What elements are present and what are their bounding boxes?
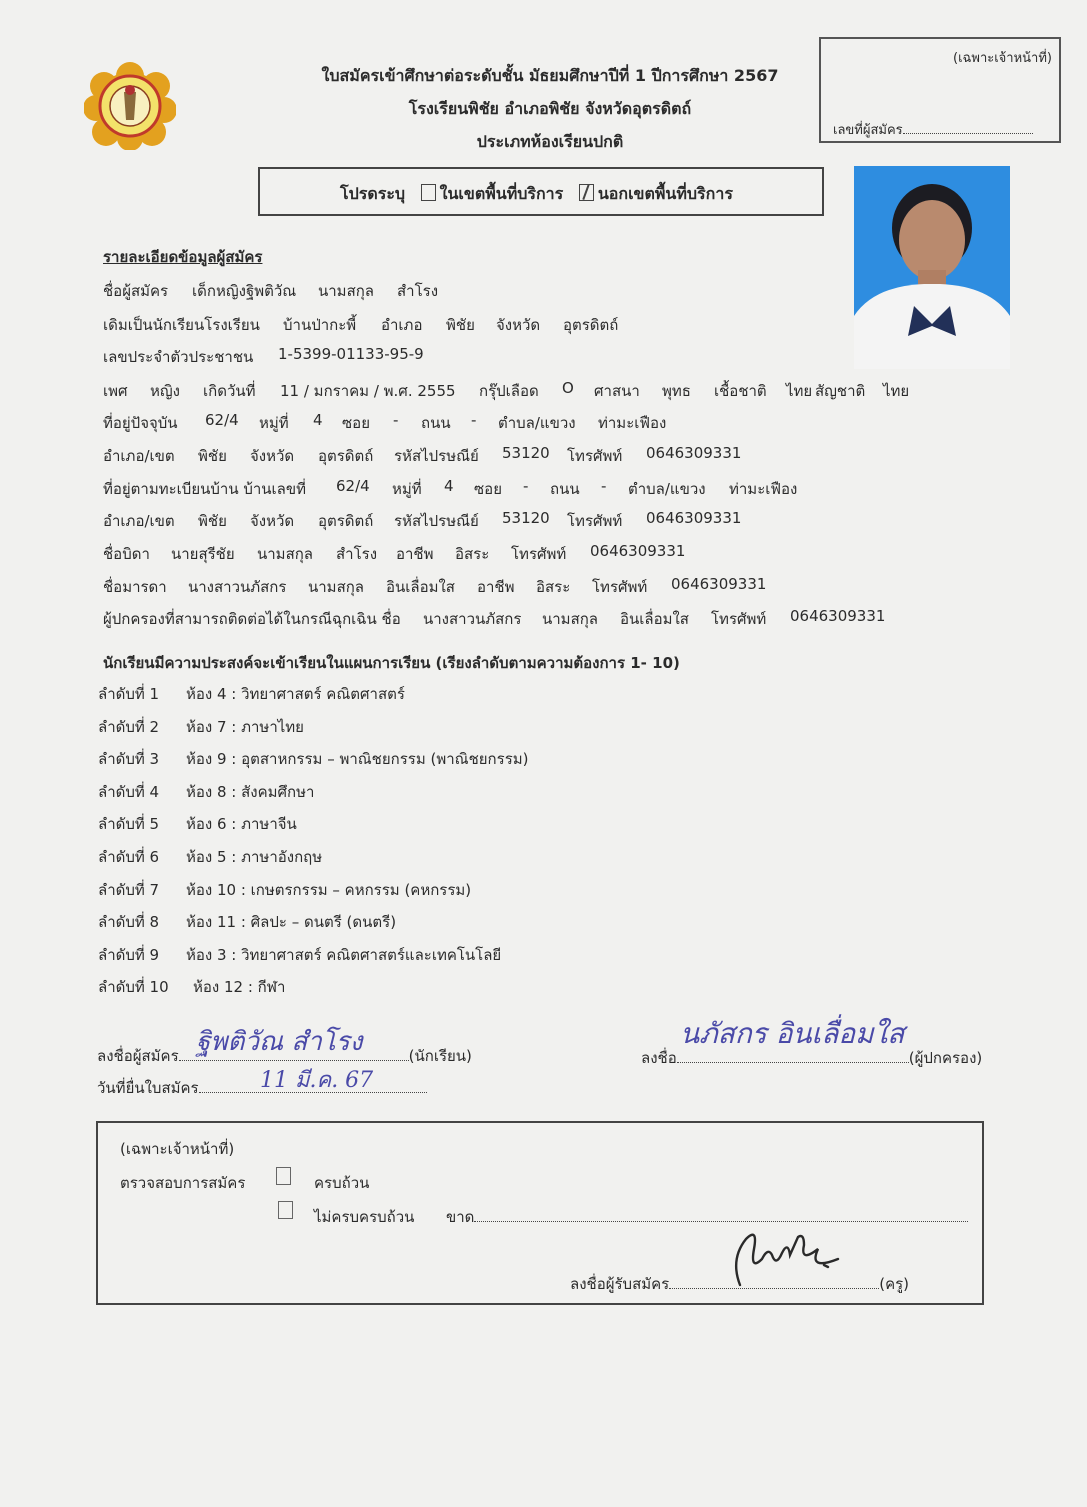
tambon: ท่ามะเฟือง	[598, 414, 667, 432]
citizen-id: 1-5399-01133-95-9	[278, 345, 424, 363]
phone: 0646309331	[646, 444, 742, 462]
applicant-no-label: เลขที่ผู้สมัคร	[833, 123, 903, 138]
plan-room: ห้อง 7 : ภาษาไทย	[186, 717, 304, 736]
guardian-label: ผู้ปกครองที่สามารถติดต่อได้ในกรณีฉุกเฉิน ชื่อ	[103, 610, 401, 628]
date-handwriting: 11 มี.ค. 67	[260, 1068, 374, 1093]
road-label: ถนน	[421, 414, 451, 432]
missing-field	[446, 1205, 968, 1229]
mother-surname-label: นามสกุล	[308, 578, 364, 596]
complete-label: ครบถ้วน	[314, 1174, 370, 1192]
prev-school: บ้านป่ากะพี้	[283, 316, 357, 334]
details-section-title: รายละเอียดข้อมูลผู้สมัคร	[103, 248, 263, 266]
prev-province: อุตรดิตถ์	[563, 316, 619, 334]
service-area-box	[258, 167, 824, 216]
school-name: โรงเรียนพิชัย อำเภอพิชัย จังหวัดอุตรดิตถ์	[408, 99, 692, 118]
province-label: จังหวัด	[250, 447, 295, 465]
reg-tambon: ท่ามะเฟือง	[729, 480, 798, 498]
prev-province-label: จังหวัด	[496, 316, 541, 334]
guardian-name: นางสาวนภัสกร	[423, 610, 522, 628]
guardian-sign-suffix: (ผู้ปกครอง)	[908, 1049, 983, 1067]
reg-addr-label: ที่อยู่ตามทะเบียนบ้าน บ้านเลขที่	[103, 480, 306, 498]
prev-amphoe-label: อำเภอ	[381, 316, 423, 334]
mother-surname: อินเลื่อมใส	[386, 578, 455, 596]
religion-label: ศาสนา	[594, 382, 640, 400]
reg-soi-value: -	[523, 477, 529, 495]
father-phone-label: โทรศัพท์	[511, 545, 567, 563]
mother-phone-label: โทรศัพท์	[592, 578, 648, 596]
guardian-surname: อินเลื่อมใส	[620, 610, 689, 628]
plan-room: ห้อง 6 : ภาษาจีน	[186, 815, 297, 834]
dob-label: เกิดวันที่	[203, 382, 256, 400]
religion: พุทธ	[662, 382, 691, 400]
guardian-sign-label: ลงชื่อ	[641, 1049, 677, 1067]
name-label: ชื่อผู้สมัคร	[103, 282, 169, 300]
applicant-surname: สำโรง	[397, 282, 439, 300]
reg-phone-label: โทรศัพท์	[567, 512, 623, 530]
race-label: เชื้อชาติ	[714, 382, 767, 400]
sex: หญิง	[150, 382, 180, 400]
reg-road-value: -	[601, 477, 607, 495]
father-job: อิสระ	[455, 545, 490, 563]
office-use-box	[819, 37, 1061, 143]
prev-school-label: เดิมเป็นนักเรียนโรงเรียน	[103, 316, 260, 334]
mother-label: ชื่อมารดา	[103, 578, 167, 596]
surname-label: นามสกุล	[318, 282, 374, 300]
class-type: ประเภทห้องเรียนปกติ	[476, 132, 624, 151]
reg-province: อุตรดิตถ์	[318, 512, 374, 530]
father-phone: 0646309331	[590, 542, 686, 560]
plan-rank: ลำดับที่ 3	[98, 750, 160, 769]
amphoe: พิชัย	[198, 447, 227, 465]
mother-name: นางสาวนภัสกร	[188, 578, 287, 596]
plan-room: ห้อง 11 : ศิลปะ – ดนตรี (ดนตรี)	[186, 913, 397, 932]
mother-phone: 0646309331	[671, 575, 767, 593]
plan-room: ห้อง 3 : วิทยาศาสตร์ คณิตศาสตร์และเทคโนโลยี	[186, 945, 502, 964]
zip: 53120	[502, 444, 550, 462]
reg-tambon-label: ตำบล/แขวง	[628, 480, 706, 498]
soi-label: ซอย	[342, 414, 370, 432]
father-name: นายสุรีชัย	[171, 545, 235, 563]
province: อุตรดิตถ์	[318, 447, 374, 465]
zip-label: รหัสไปรษณีย์	[394, 447, 479, 465]
blood-type: O	[562, 379, 574, 397]
phone-label: โทรศัพท์	[567, 447, 623, 465]
office-use-label: (เฉพาะเจ้าหน้าที่)	[953, 51, 1052, 66]
plan-rank: ลำดับที่ 1	[98, 685, 160, 703]
race: ไทย	[786, 382, 813, 400]
incomplete-label: ไม่ครบครบถ้วน	[314, 1208, 415, 1226]
missing-label: ขาด	[446, 1208, 475, 1226]
date-label: วันที่ยื่นใบสมัคร	[97, 1079, 199, 1097]
dob: 11 / มกราคม / พ.ศ. 2555	[280, 382, 456, 400]
reg-soi-label: ซอย	[474, 480, 502, 498]
plan-rank: ลำดับที่ 5	[98, 815, 160, 834]
reg-addr-no: 62/4	[336, 477, 370, 495]
reg-zip: 53120	[502, 509, 550, 527]
reg-road-label: ถนน	[550, 480, 580, 498]
in-area-label: ในเขตพื้นที่บริการ	[439, 184, 564, 203]
nationality-label: สัญชาติ	[815, 382, 866, 400]
father-label: ชื่อบิดา	[103, 545, 150, 563]
plan-rank: ลำดับที่ 2	[98, 717, 160, 736]
receiver-suffix: (ครู)	[879, 1275, 910, 1293]
plan-room: ห้อง 12 : กีฬา	[193, 978, 286, 997]
incomplete-checkbox[interactable]	[278, 1201, 293, 1219]
applicant-no-field	[833, 119, 1033, 140]
prev-amphoe: พิชัย	[446, 316, 475, 334]
reg-phone: 0646309331	[646, 509, 742, 527]
moo-label: หมู่ที่	[259, 414, 289, 432]
staff-use-box	[96, 1121, 984, 1305]
reg-moo-label: หมู่ที่	[392, 480, 422, 498]
applicant-signature: ฐิพติวัณ สำโรง	[196, 1027, 363, 1057]
moo: 4	[313, 411, 323, 429]
form-title: ใบสมัครเข้าศึกษาต่อระดับชั้น มัธยมศึกษาปีที่ 1 ปีการศึกษา 2567	[321, 66, 779, 85]
tambon-label: ตำบล/แขวง	[498, 414, 576, 432]
applicant-sign-suffix: (นักเรียน)	[408, 1047, 472, 1065]
applicant-sign-label: ลงชื่อผู้สมัคร	[97, 1047, 179, 1065]
reg-province-label: จังหวัด	[250, 512, 295, 530]
sex-label: เพศ	[103, 382, 128, 400]
id-label: เลขประจำตัวประชาชน	[103, 348, 254, 366]
reg-zip-label: รหัสไปรษณีย์	[394, 512, 479, 530]
addr-no: 62/4	[205, 411, 239, 429]
plan-room: ห้อง 9 : อุตสาหกรรม – พาณิชยกรรม (พาณิชยกรรม)	[186, 750, 529, 769]
amphoe-label: อำเภอ/เขต	[103, 447, 175, 465]
guardian-signature: นภัสกร อินเลื่อมใส	[680, 1017, 905, 1050]
plan-rank: ลำดับที่ 8	[98, 913, 160, 932]
check-label: ตรวจสอบการสมัคร	[120, 1174, 246, 1192]
receiver-signature	[728, 1219, 848, 1291]
reg-moo: 4	[444, 477, 454, 495]
plan-room: ห้อง 8 : สังคมศึกษา	[186, 782, 315, 801]
road-value: -	[471, 411, 477, 429]
father-surname-label: นามสกุล	[257, 545, 313, 563]
plan-rank: ลำดับที่ 9	[98, 945, 160, 964]
guardian-surname-label: นามสกุล	[542, 610, 598, 628]
father-job-label: อาชีพ	[396, 545, 434, 563]
school-logo	[84, 62, 176, 150]
plan-room: ห้อง 5 : ภาษาอังกฤษ	[186, 848, 323, 866]
reg-amphoe-label: อำเภอ/เขต	[103, 512, 175, 530]
out-area-checkbox[interactable]	[579, 184, 594, 201]
guardian-phone: 0646309331	[790, 607, 886, 625]
plan-rank: ลำดับที่ 4	[98, 782, 160, 801]
in-area-checkbox[interactable]	[421, 184, 436, 201]
staff-title: (เฉพาะเจ้าหน้าที่)	[120, 1140, 235, 1158]
out-area-label: นอกเขตพื้นที่บริการ	[597, 184, 733, 203]
reg-amphoe: พิชัย	[198, 512, 227, 530]
father-surname: สำโรง	[336, 545, 378, 563]
mother-job: อิสระ	[536, 578, 571, 596]
guardian-phone-label: โทรศัพท์	[711, 610, 767, 628]
plan-rank: ลำดับที่ 6	[98, 848, 160, 866]
service-area-prompt: โปรดระบุ	[340, 184, 406, 203]
blood-label: กรุ๊ปเลือด	[479, 382, 539, 400]
plans-title: นักเรียนมีความประสงค์จะเข้าเรียนในแผนการเรียน (เรียงลำดับตามความต้องการ 1- 10)	[103, 654, 680, 672]
plan-room: ห้อง 4 : วิทยาศาสตร์ คณิตศาสตร์	[186, 685, 405, 703]
applicant-photo	[854, 166, 1010, 369]
soi-value: -	[393, 411, 399, 429]
mother-job-label: อาชีพ	[477, 578, 515, 596]
nationality: ไทย	[883, 382, 910, 400]
plan-rank: ลำดับที่ 10	[98, 978, 169, 997]
plan-room: ห้อง 10 : เกษตรกรรม – คหกรรม (คหกรรม)	[186, 880, 472, 899]
receiver-label: ลงชื่อผู้รับสมัคร	[570, 1275, 670, 1293]
addr-label: ที่อยู่ปัจจุบัน	[103, 414, 178, 432]
complete-checkbox[interactable]	[276, 1167, 291, 1185]
plan-rank: ลำดับที่ 7	[98, 880, 160, 899]
applicant-name: เด็กหญิงฐิพติวัณ	[192, 282, 297, 300]
